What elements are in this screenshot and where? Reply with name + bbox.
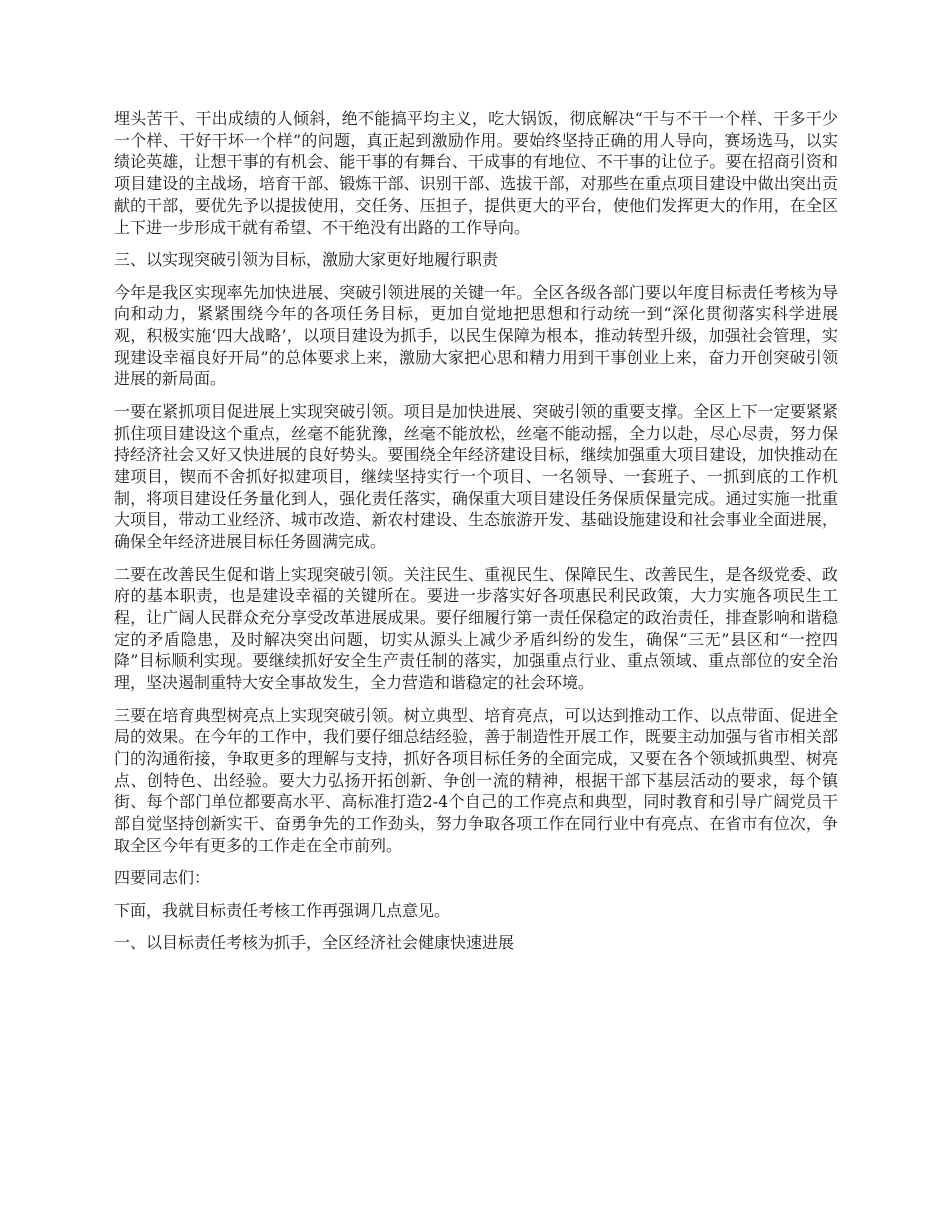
paragraph-comrades: 四要同志们： bbox=[114, 868, 211, 888]
paragraph-talent-incentive: 埋头苦干、干出成绩的人倾斜，绝不能搞平均主义，吃大锅饭，彻底解决“干与不干一个样、干多干少一个样、干好干坏一个样”的问题，真正起到激励作用。要始终坚持正确的用人导向，赛场选马，以实绩论英雄，让想干事的有机会、能干事的有舞台、干成事的有地位、不干事的让位子。要在招商引资和项目建设的主战场，培育干部、锻炼干部、识别干部、选拔干部，对那些在重点项目建设中做出突出贡献的干部，要优先予以提拔使用，交任务、压担子，提供更大的平台，使他们发挥更大的作用，在全区上下进一步形成干就有希望、不干绝没有出路的工作导向。 bbox=[114, 109, 838, 237]
paragraph-emphasis: 下面，我就目标责任考核工作再强调几点意见。 bbox=[114, 900, 451, 920]
section-heading-1: 一、以目标责任考核为抓手，全区经济社会健康快速进展 bbox=[114, 933, 515, 953]
paragraph-key-year: 今年是我区实现率先加快进展、突破引领进展的关键一年。全区各级各部门要以年度目标责任考核为导向和动力，紧紧围绕今年的各项任务目标，更加自觉地把思想和行动统一到“深化贯彻落实科学进展观，积极实施‘四大战略’，以项目建设为抓手，以民生保障为根本，推动转型升级，加强社会管理，实现建设幸福良好开局”的总体要求上来，激励大家把心思和精力用到干事创业上来，奋力开创突破引领进展的新局面。 bbox=[114, 282, 838, 389]
section-heading-3: 三、以实现突破引领为目标，激励大家更好地履行职责 bbox=[114, 250, 499, 270]
paragraph-model-highlight-breakthrough: 三要在培育典型树亮点上实现突破引领。树立典型、培育亮点，可以达到推动工作、以点带面、促进全局的效果。在今年的工作中，我们要仔细总结经验，善于制造性开展工作，既要主动加强与省市相关部门的沟通衔接，争取更多的理解与支持，抓好各项目标任务的全面完成，又要在各个领域抓典型、树亮点、创特色、出经验。要大力弘扬开拓创新、争创一流的精神，根据干部下基层活动的要求，每个镇街、每个部门单位都要高水平、高标准打造2-4个自己的工作亮点和典型，同时教育和引导广阔党员干部自觉坚持创新实干、奋勇争先的工作劲头，努力争取各项工作在同行业中有亮点、在省市有位次，争取全区今年有更多的工作走在全市前列。 bbox=[114, 705, 838, 855]
paragraph-project-breakthrough: 一要在紧抓项目促进展上实现突破引领。项目是加快进展、突破引领的重要支撑。全区上下一定要紧紧抓住项目建设这个重点，丝毫不能犹豫，丝毫不能放松，丝毫不能动摇，全力以赴，尽心尽责，努力保持经济社会又好又快进展的良好势头。要围绕全年经济建设目标，继续加强重大项目建设，加快推动在建项目，锲而不舍抓好拟建项目，继续坚持实行一个项目、一名领导、一套班子、一抓到底的工作机制，将项目建设任务量化到人，强化责任落实，确保重大项目建设任务保质保量完成。通过实施一批重大项目，带动工业经济、城市改造、新农村建设、生态旅游开发、基础设施建设和社会事业全面进展，确保全年经济进展目标任务圆满完成。 bbox=[114, 401, 838, 552]
paragraph-livelihood-breakthrough: 二要在改善民生促和谐上实现突破引领。关注民生、重视民生、保障民生、改善民生，是各级党委、政府的基本职责，也是建设幸福的关键所在。要进一步落实好各项惠民利民政策，大力实施各项民生工程，让广阔人民群众充分享受改革进展成果。要仔细履行第一责任保稳定的政治责任，排查影响和谐稳定的矛盾隐患，及时解决突出问题，切实从源头上减少矛盾纠纷的发生，确保“三无”县区和“一控四降”目标顺利实现。要继续抓好安全生产责任制的落实，加强重点行业、重点领域、重点部位的安全治理，坚决遏制重特大安全事故发生，全力营造和谐稳定的社会环境。 bbox=[114, 564, 838, 693]
document-body bbox=[114, 108, 838, 965]
